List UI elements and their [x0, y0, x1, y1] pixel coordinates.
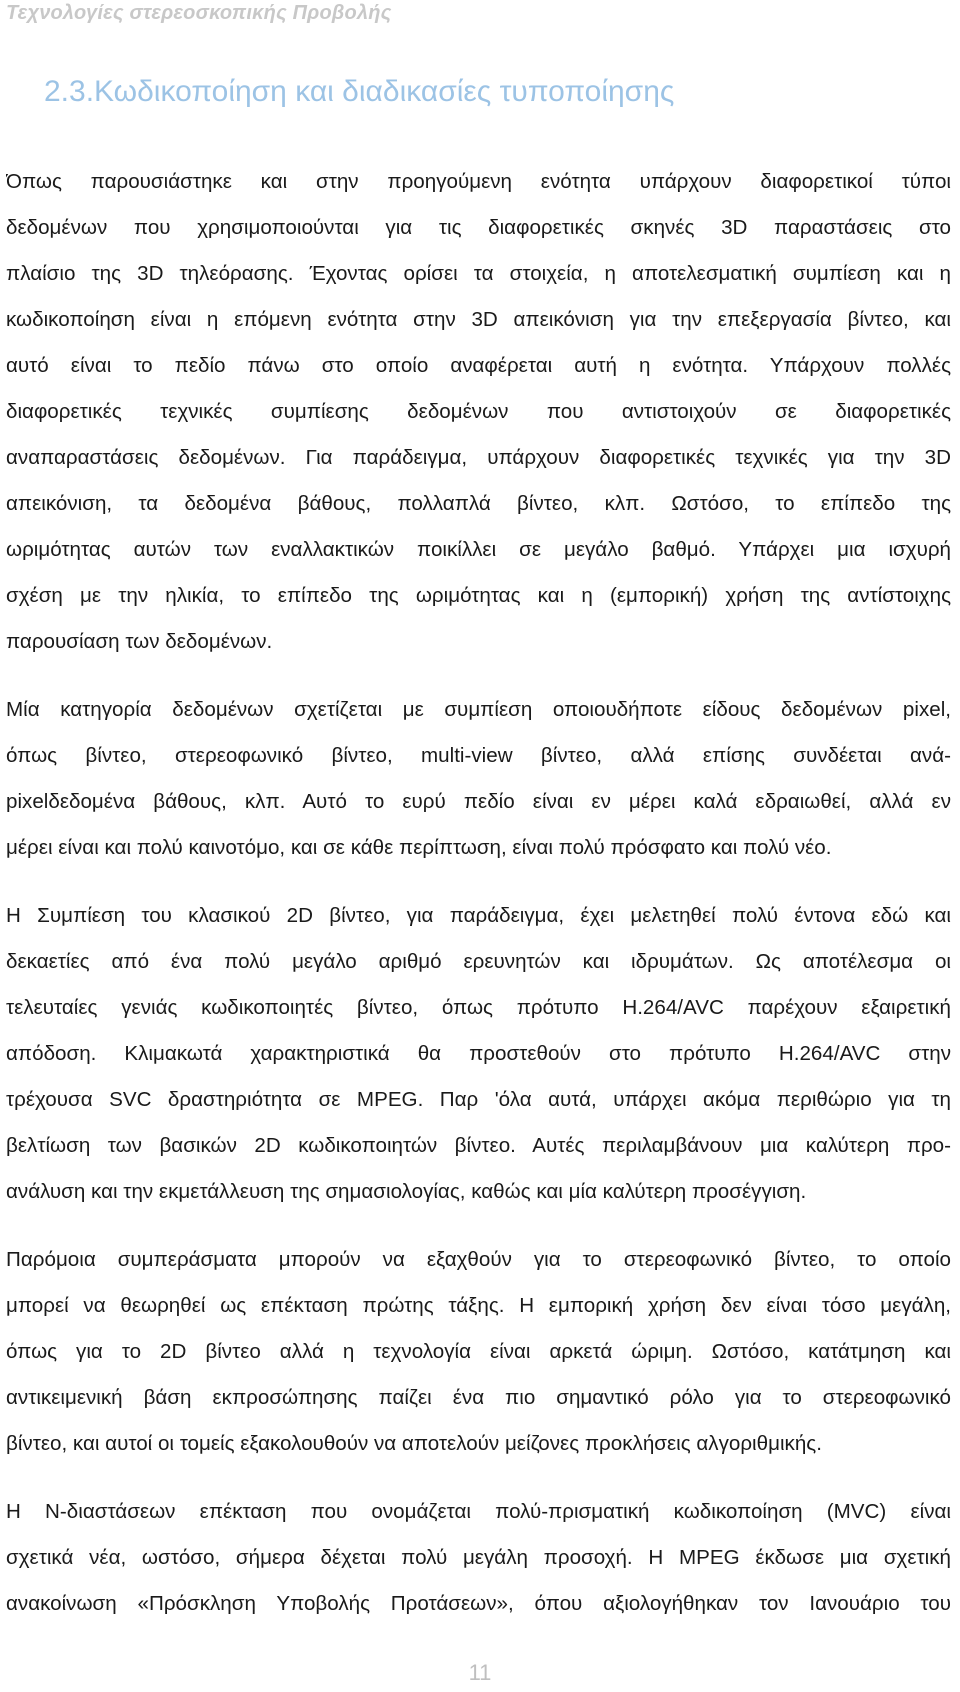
- paragraph: [6, 687, 951, 871]
- text-line: δεδομένων που χρησιμοποιούνται για τις διαφορετικές σκηνές 3D παραστάσεις στο: [6, 216, 951, 239]
- text-line: Μία κατηγορία δεδομένων σχετίζεται με συμπίεση οποιουδήποτε είδους δεδομένων pixel,: [6, 698, 951, 721]
- text-line: βίντεο, και αυτοί οι τομείς εξακολουθούν να αποτελούν μείζονες προκλήσεις αλγοριθμικής.: [6, 1432, 822, 1455]
- text-line: κωδικοποίηση είναι η επόμενη ενότητα στην 3D απεικόνιση για την επεξεργασία βίντεο, και: [6, 308, 951, 331]
- text-line: παρουσίαση των δεδομένων.: [6, 630, 273, 653]
- text-line: Η N-διαστάσεων επέκταση που ονομάζεται πολύ-πρισματική κωδικοποίηση (MVC) είναι: [6, 1500, 951, 1523]
- text-line: Η Συμπίεση του κλασικού 2D βίντεο, για παράδειγμα, έχει μελετηθεί πολύ έντονα εδώ και: [6, 904, 951, 927]
- text-line: τρέχουσα SVC δραστηριότητα σε MPEG. Παρ 'όλα αυτά, υπάρχει ακόμα περιθώριο για τη: [6, 1088, 951, 1111]
- paragraph: [6, 159, 951, 665]
- running-header: Τεχνολογίες στερεοσκοπικής Προβολής: [6, 2, 392, 24]
- text-line: διαφορετικές τεχνικές συμπίεσης δεδομένων που αντιστοιχούν σε διαφορετικές: [6, 400, 951, 423]
- text-line: Παρόμοια συμπεράσματα μπορούν να εξαχθούν για το στερεοφωνικό βίντεο, το οποίο: [6, 1248, 951, 1271]
- text-line: όπως για το 2D βίντεο αλλά η τεχνολογία είναι αρκετά ώριμη. Ωστόσο, κατάτμηση και: [6, 1340, 951, 1363]
- text-line: πλαίσιο της 3D τηλεόρασης. Έχοντας ορίσει τα στοιχεία, η αποτελεσματική συμπίεση και η: [6, 262, 951, 285]
- text-line: ωριμότητας αυτών των εναλλακτικών ποικίλλει σε μεγάλο βαθμό. Υπάρχει μια ισχυρή: [6, 538, 951, 561]
- page-number: 11: [468, 1660, 492, 1685]
- body-text: [6, 159, 951, 1649]
- text-line: ανάλυση και την εκμετάλλευση της σημασιολογίας, καθώς και μία καλύτερη προσέγγιση.: [6, 1180, 807, 1203]
- section-heading: 2.3.Κωδικοποίηση και διαδικασίες τυποποίησης: [44, 74, 675, 108]
- text-line: δεκαετίες από ένα πολύ μεγάλο αριθμό ερευνητών και ιδρυμάτων. Ως αποτέλεσμα οι: [6, 950, 951, 973]
- text-line: αυτό είναι το πεδίο πάνω στο οποίο αναφέρεται αυτή η ενότητα. Υπάρχουν πολλές: [6, 354, 951, 377]
- text-line: τελευταίες γενιάς κωδικοποιητές βίντεο, όπως πρότυπο H.264/AVC παρέχουν εξαιρετική: [6, 996, 951, 1019]
- text-line: μπορεί να θεωρηθεί ως επέκταση πρώτης τάξης. Η εμπορική χρήση δεν είναι τόσο μεγάλη,: [6, 1294, 951, 1317]
- text-line: ανακοίνωση «Πρόσκληση Υποβολής Προτάσεων», όπου αξιολογήθηκαν τον Ιανουάριο του: [6, 1592, 951, 1615]
- text-line: σχετικά νέα, ωστόσο, σήμερα δέχεται πολύ μεγάλη προσοχή. Η MPEG έκδωσε μια σχετική: [6, 1546, 951, 1569]
- text-line: βελτίωση των βασικών 2D κωδικοποιητών βίντεο. Αυτές περιλαμβάνουν μια καλύτερη προ-: [6, 1134, 951, 1157]
- paragraph: [6, 1489, 951, 1627]
- text-line: αναπαραστάσεις δεδομένων. Για παράδειγμα, υπάρχουν διαφορετικές τεχνικές για την 3D: [6, 446, 951, 469]
- text-line: σχέση με την ηλικία, το επίπεδο της ωριμότητας και η (εμπορική) χρήση της αντίστοιχης: [6, 584, 951, 607]
- text-line: απεικόνιση, τα δεδομένα βάθους, πολλαπλά βίντεο, κλπ. Ωστόσο, το επίπεδο της: [6, 492, 951, 515]
- text-line: Όπως παρουσιάστηκε και στην προηγούμενη ενότητα υπάρχουν διαφορετικοί τύποι: [6, 170, 951, 193]
- text-line: αντικειμενική βάση εκπροσώπησης παίζει ένα πιο σημαντικό ρόλο για το στερεοφωνικό: [6, 1386, 951, 1409]
- paragraph: [6, 893, 951, 1215]
- text-line: pixelδεδομένα βάθους, κλπ. Αυτό το ευρύ πεδίο είναι εν μέρει καλά εδραιωθεί, αλλά εν: [6, 790, 951, 813]
- text-line: απόδοση. Κλιμακωτά χαρακτηριστικά θα προστεθούν στο πρότυπο H.264/AVC στην: [6, 1042, 951, 1065]
- paragraph: [6, 1237, 951, 1467]
- text-line: όπως βίντεο, στερεοφωνικό βίντεο, multi-view βίντεο, αλλά επίσης συνδέεται ανά-: [6, 744, 951, 767]
- text-line: μέρει είναι και πολύ καινοτόμο, και σε κάθε περίπτωση, είναι πολύ πρόσφατο και πολύ νέο.: [6, 836, 832, 859]
